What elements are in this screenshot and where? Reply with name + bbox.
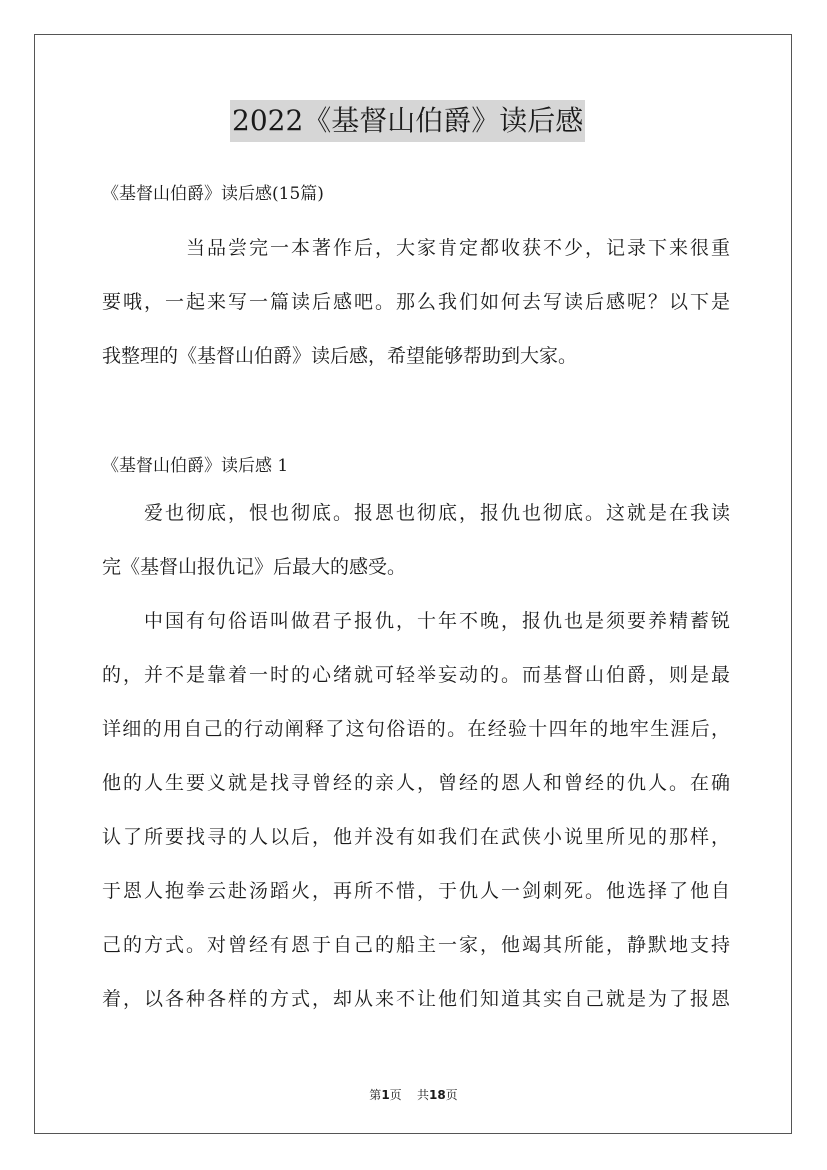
paragraph2-line-5: 认了所要找寻的人以后，他并没有如我们在武侠小说里所见的那样， xyxy=(102,826,730,848)
paragraph1-line-2: 完《基督山报仇记》后最大的感受。 xyxy=(102,556,407,578)
footer-page-suffix: 页 xyxy=(389,1088,402,1102)
paragraph2-line-8: 着，以各种各样的方式，却从来不让他们知道其实自己就是为了报恩 xyxy=(102,988,730,1010)
page-footer xyxy=(0,1086,827,1103)
paragraph2-line-1: 中国有句俗语叫做君子报仇，十年不晚，报仇也是须要养精蓄锐 xyxy=(144,610,730,632)
paragraph2-line-6: 于恩人抱拳云赴汤蹈火，再所不惜，于仇人一剑刺死。他选择了他自 xyxy=(102,880,730,902)
paragraph2-line-2: 的，并不是靠着一时的心绪就可轻举妄动的。而基督山伯爵，则是最 xyxy=(102,664,730,686)
paragraph2-line-7: 己的方式。对曾经有恩于自己的船主一家，他竭其所能，静默地支持 xyxy=(102,934,730,956)
section-heading: 《基督山伯爵》读后感 1 xyxy=(102,456,289,476)
intro-line-3: 我整理的《基督山伯爵》读后感，希望能够帮助到大家。 xyxy=(102,345,578,367)
body-text xyxy=(102,493,730,1033)
intro-paragraph xyxy=(102,228,730,390)
intro-line-2: 要哦，一起来写一篇读后感吧。那么我们如何去写读后感呢？以下是 xyxy=(102,291,730,313)
footer-total-pages: 18 xyxy=(428,1088,446,1102)
document-title: 2022《基督山伯爵》读后感 xyxy=(230,100,585,142)
document-subtitle: 《基督山伯爵》读后感(15篇) xyxy=(102,184,324,204)
paragraph2-line-4: 他的人生要义就是找寻曾经的亲人，曾经的恩人和曾经的仇人。在确 xyxy=(102,772,730,794)
intro-line-1: 当品尝完一本著作后，大家肯定都收获不少，记录下来很重 xyxy=(186,237,730,259)
paragraph2-line-3: 详细的用自己的行动阐释了这句俗语的。在经验十四年的地牢生涯后， xyxy=(102,718,730,740)
footer-page-prefix: 第 xyxy=(369,1088,382,1102)
footer-total-prefix: 共 xyxy=(416,1088,429,1102)
footer-page-number: 1 xyxy=(381,1088,390,1102)
paragraph1-line-1: 爱也彻底，恨也彻底。报恩也彻底，报仇也彻底。这就是在我读 xyxy=(144,502,730,524)
footer-total-suffix: 页 xyxy=(445,1088,458,1102)
